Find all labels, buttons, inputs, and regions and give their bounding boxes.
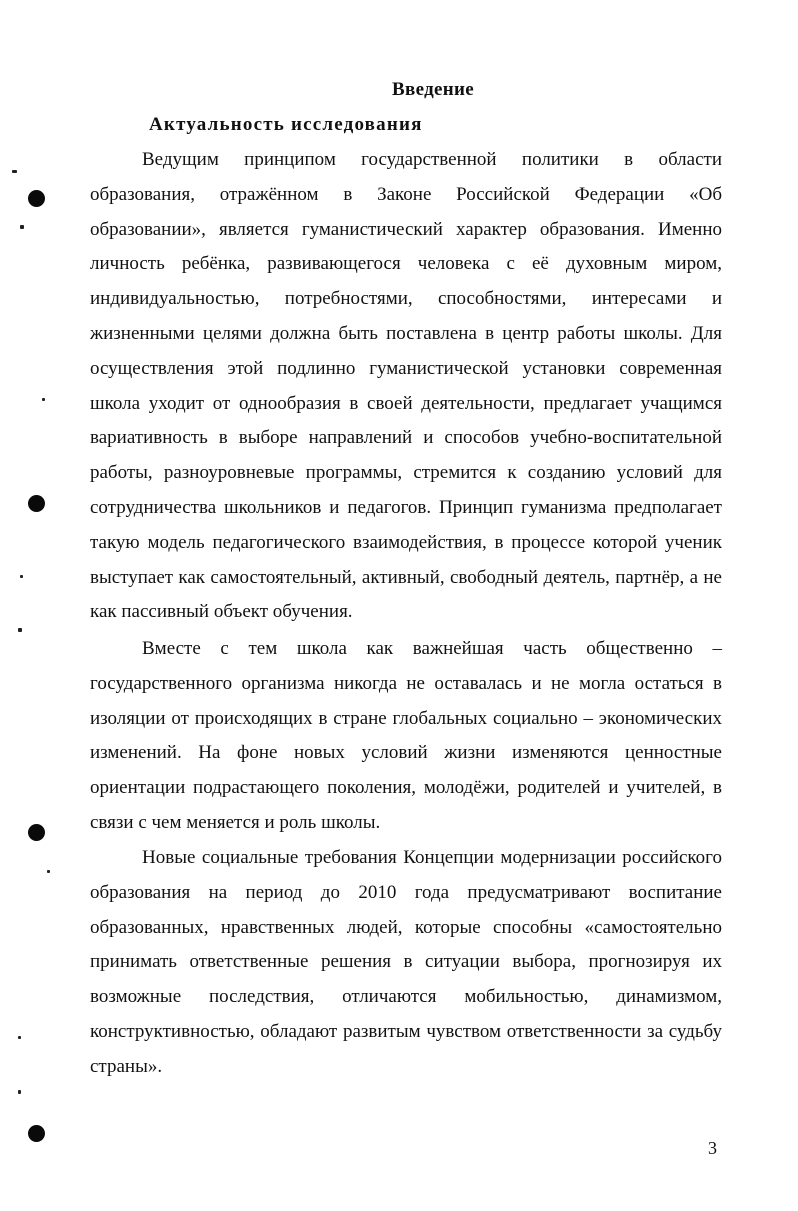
punch-hole-icon: [28, 190, 45, 207]
punch-hole-icon: [28, 495, 45, 512]
scan-speck: [18, 1036, 21, 1039]
paragraph-1: Ведущим принципом государственной политики в области образования, отражённом в Законе Российской Федерации «Об образовании», является гуманистический характер образования. Именно личность ребёнка, развивающегося человека с её духовным миром, индивидуальностью, потребностями, способностями, интересами и жизненными целями должна быть поставлена в центр работы школы. Для осуществления этой подлинно гуманистической установки современная школа уходит от однообразия в своей деятельности, предлагает учащимся вариативность в выборе направлений и способов учебно-воспитательной работы, разноуровневые программы, стремится к созданию условий для сотрудничества школьников и педагогов. Принцип гуманизма предполагает такую модель педагогического взаимодействия, в процессе которой ученик выступает как самостоятельный, активный, свободный деятель, партнёр, а не как пассивный объект обучения.: [90, 149, 722, 623]
punch-hole-icon: [28, 1125, 45, 1142]
page-number: 3: [708, 1138, 717, 1158]
scan-speck: [18, 628, 22, 632]
section-subheading: Актуальность исследования: [149, 114, 423, 135]
scan-speck: [20, 575, 23, 578]
paragraph-3: Новые социальные требования Концепции модернизации российского образования на период до 2010 года предусматривают воспитание образованных, нравственных людей, которые способны «самостоятельно принимать ответственные решения в ситуации выбора, прогнозируя их возможные последствия, отличаются мобильностью, динамизмом, конструктивностью, обладают развитым чувством ответственности за судьбу страны».: [90, 847, 722, 1077]
section-heading: Введение: [392, 79, 474, 100]
scan-speck: [47, 870, 50, 873]
scan-speck: [42, 398, 45, 401]
scan-speck: [20, 225, 24, 229]
punch-hole-icon: [28, 824, 45, 841]
scan-speck: [18, 1090, 21, 1094]
paragraph-2: Вместе с тем школа как важнейшая часть общественно – государственного организма никогда не оставалась и не могла остаться в изоляции от происходящих в стране глобальных социально – экономических изменений. На фоне новых условий жизни изменяются ценностные ориентации подрастающего поколения, молодёжи, родителей и учителей, в связи с чем меняется и роль школы.: [90, 638, 722, 833]
scan-speck: [12, 170, 17, 173]
